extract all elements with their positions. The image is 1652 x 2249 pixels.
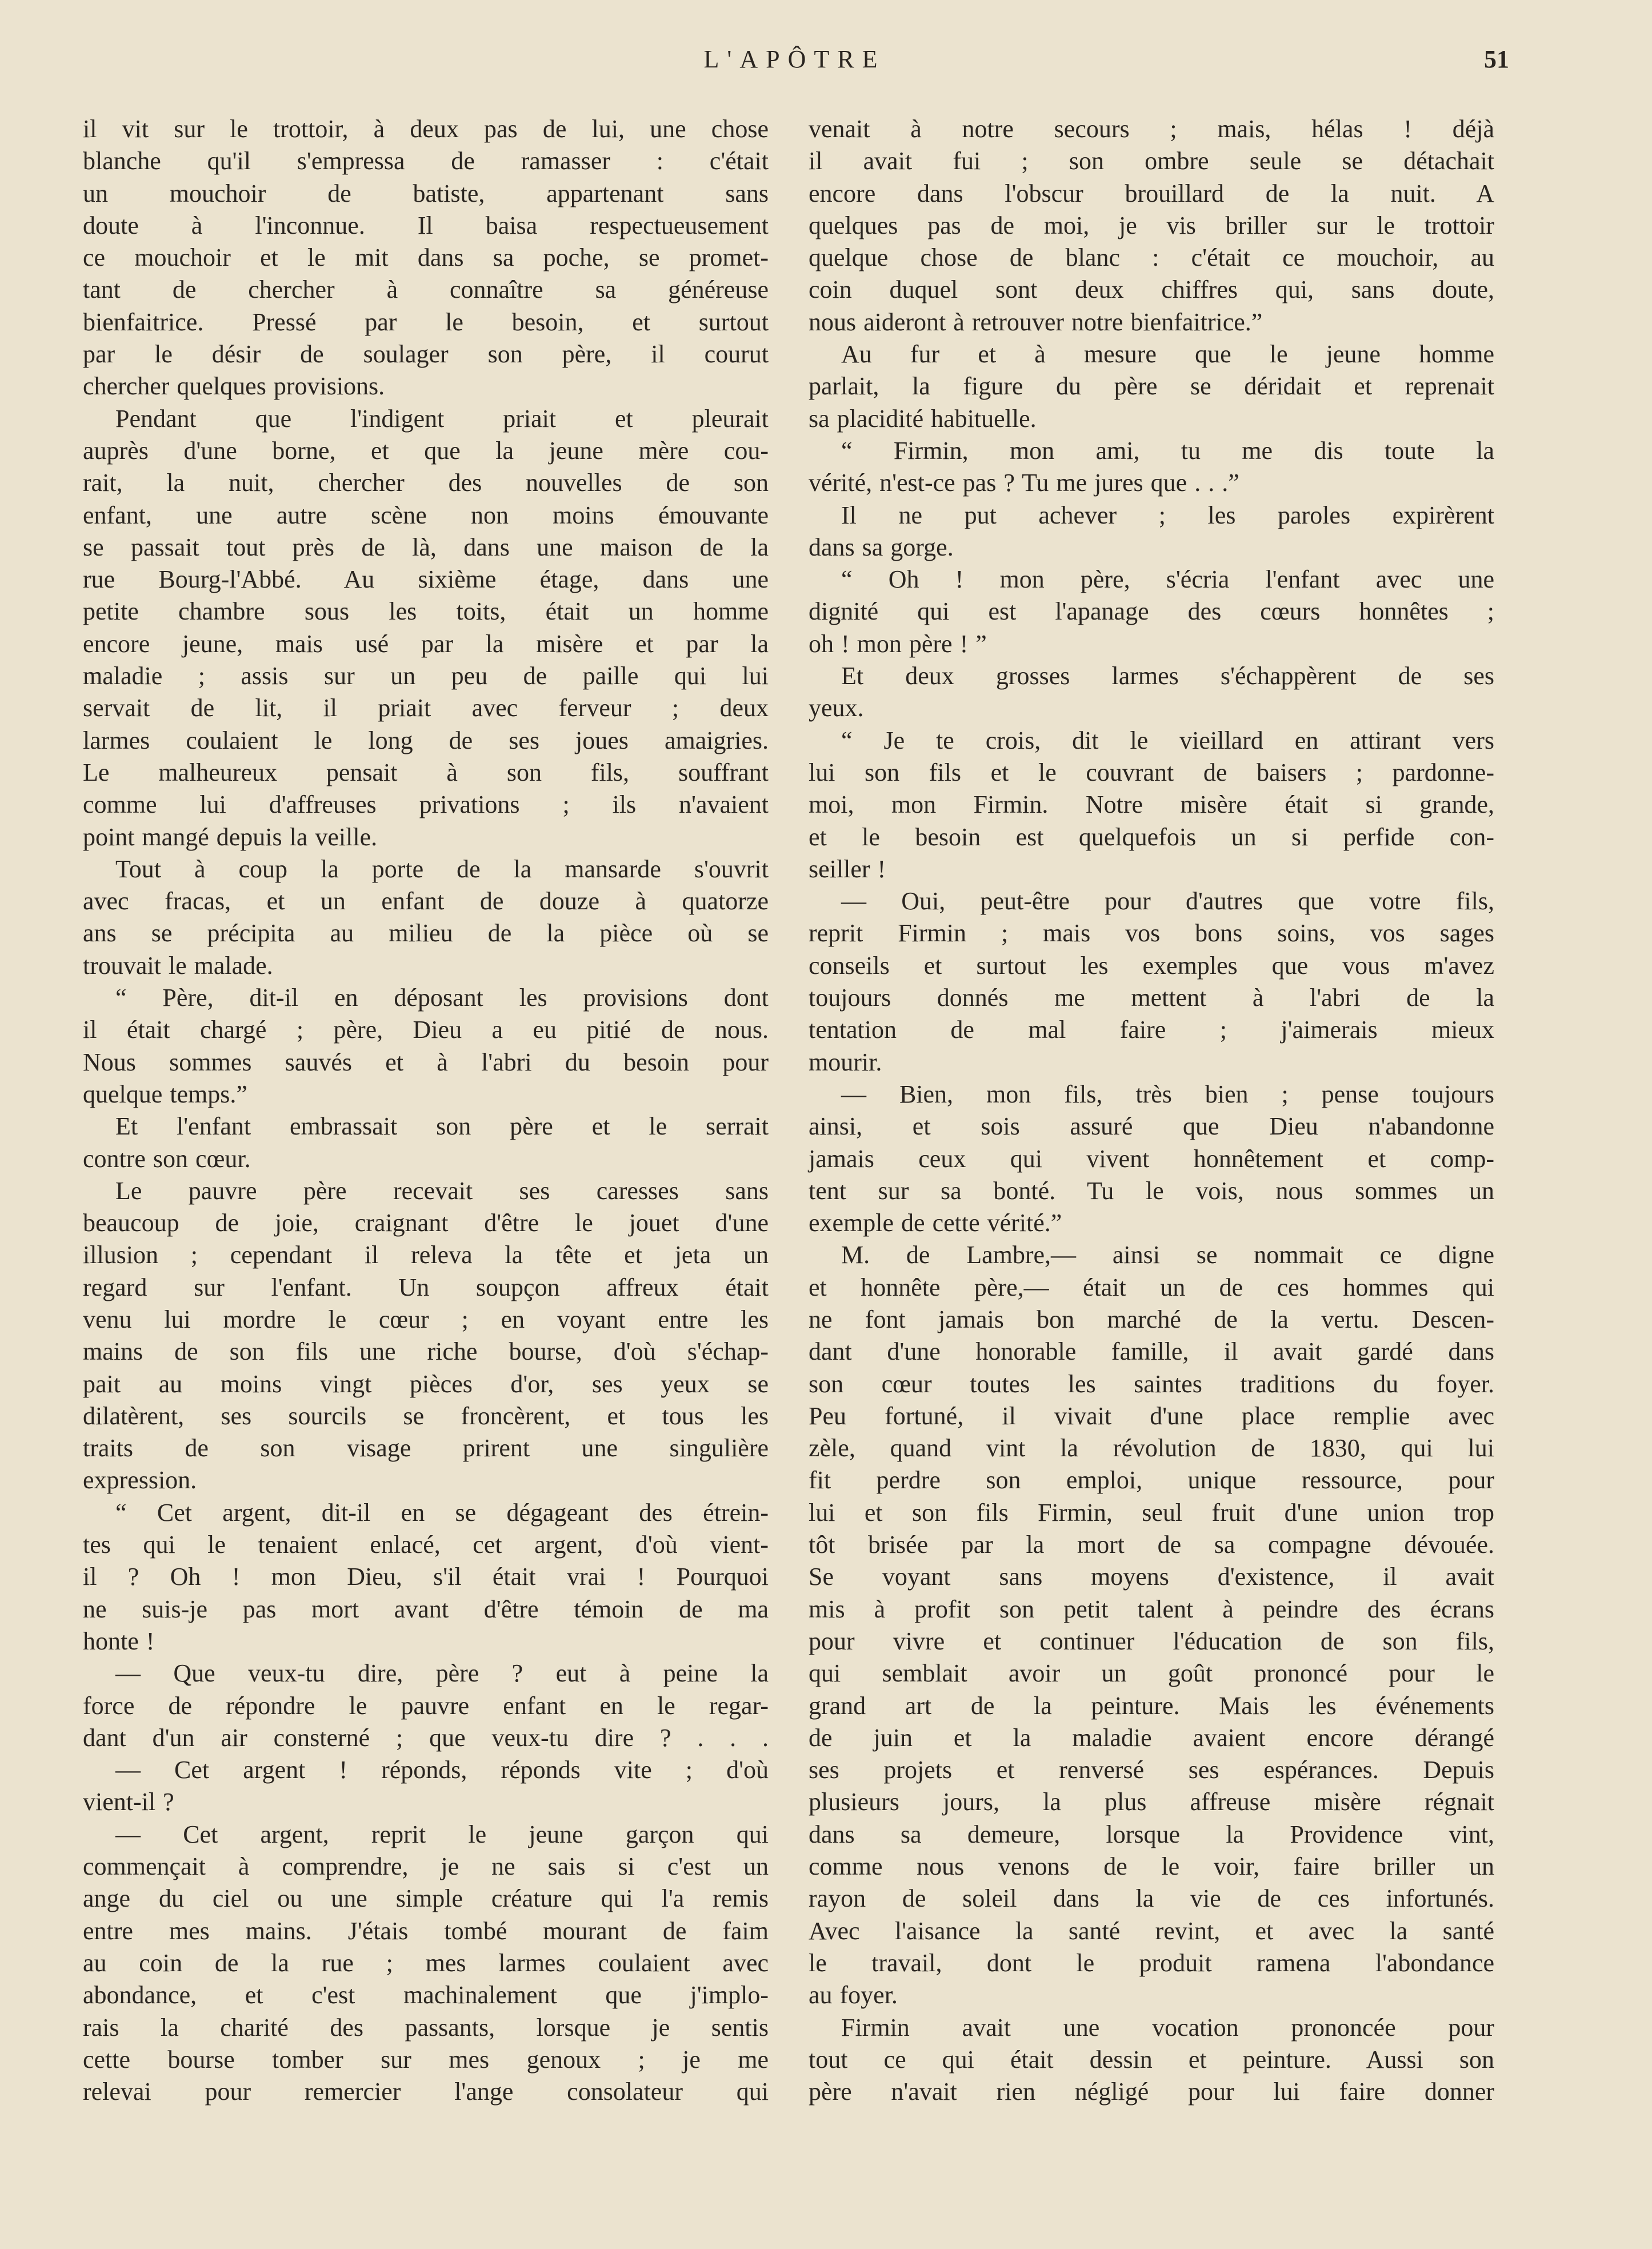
text-line: dilatèrent, ses sourcils se froncèrent, et tous les bbox=[83, 1401, 769, 1430]
text-line: Avec l'aisance la santé revint, et avec la santé bbox=[809, 1916, 1494, 1945]
text-line: quelque temps.” bbox=[83, 1080, 247, 1108]
text-line: pour vivre et continuer l'éducation de son fils, bbox=[809, 1627, 1494, 1655]
text-line: contre son cœur. bbox=[83, 1144, 251, 1173]
text-line: force de répondre le pauvre enfant en le regar- bbox=[83, 1691, 769, 1720]
text-line: venu lui mordre le cœur ; en voyant entre les bbox=[83, 1305, 769, 1333]
text-line: “ Cet argent, dit-il en se dégageant des étrein- bbox=[115, 1498, 769, 1527]
text-line: Le malheureux pensait à son fils, souffrant bbox=[83, 758, 769, 786]
text-line: un mouchoir de batiste, appartenant sans bbox=[83, 179, 769, 207]
text-line: ans se précipita au milieu de la pièce où se bbox=[83, 919, 769, 948]
text-line: larmes coulaient le long de ses joues amaigries. bbox=[83, 726, 769, 754]
text-line: conseils et surtout les exemples que vous m'avez bbox=[809, 951, 1494, 980]
text-line: petite chambre sous les toits, était un homme bbox=[83, 597, 769, 626]
text-line: mains de son fils une riche bourse, d'où s'échap- bbox=[83, 1337, 769, 1366]
text-line: encore dans l'obscur brouillard de la nuit. A bbox=[809, 179, 1494, 207]
text-line: blanche qu'il s'empressa de ramasser : c'était bbox=[83, 147, 769, 175]
text-line: M. de Lambre,— ainsi se nommait ce digne bbox=[841, 1241, 1494, 1269]
text-line: qui semblait avoir un goût prononcé pour le bbox=[809, 1659, 1494, 1688]
text-line: ne suis-je pas mort avant d'être témoin de ma bbox=[83, 1595, 769, 1623]
text-line: auprès d'une borne, et que la jeune mère cou- bbox=[83, 436, 769, 465]
text-line: venait à notre secours ; mais, hélas ! déjà bbox=[809, 115, 1494, 143]
text-line: Au fur et à mesure que le jeune homme bbox=[841, 340, 1494, 369]
text-line: dignité qui est l'apanage des cœurs honnêtes ; bbox=[809, 597, 1494, 626]
text-line: honte ! bbox=[83, 1627, 155, 1655]
text-line: ce mouchoir et le mit dans sa poche, se promet- bbox=[83, 243, 769, 272]
text-line: tentation de mal faire ; j'aimerais mieux bbox=[809, 1016, 1494, 1044]
text-line: relevai pour remercier l'ange consolateur qui bbox=[83, 2078, 769, 2106]
text-line: Et l'enfant embrassait son père et le serrait bbox=[115, 1112, 769, 1141]
text-line: enfant, une autre scène non moins émouvante bbox=[83, 501, 769, 529]
text-line: tant de chercher à connaître sa généreuse bbox=[83, 275, 769, 304]
text-line: rayon de soleil dans la vie de ces infortunés. bbox=[809, 1884, 1494, 1913]
text-line: beaucoup de joie, craignant d'être le jouet d'une bbox=[83, 1209, 769, 1237]
text-line: dans sa gorge. bbox=[809, 533, 954, 561]
text-line: maladie ; assis sur un peu de paille qui lui bbox=[83, 662, 769, 690]
text-line: — Bien, mon fils, très bien ; pense toujours bbox=[841, 1080, 1494, 1108]
text-line: lui et son fils Firmin, seul fruit d'une union trop bbox=[809, 1498, 1494, 1527]
left-text-column bbox=[83, 113, 769, 2108]
text-line: tent sur sa bonté. Tu le vois, nous sommes un bbox=[809, 1176, 1494, 1205]
text-line: expression. bbox=[83, 1466, 197, 1495]
text-line: ainsi, et sois assuré que Dieu n'abandonne bbox=[809, 1112, 1494, 1141]
text-line: quelque chose de blanc : c'était ce mouchoir, au bbox=[809, 243, 1494, 272]
text-line: sa placidité habituelle. bbox=[809, 404, 1037, 433]
text-line: tes qui le tenaient enlacé, cet argent, d'où vient- bbox=[83, 1531, 769, 1559]
text-line: encore jeune, mais usé par la misère et par la bbox=[83, 629, 769, 658]
text-line: Tout à coup la porte de la mansarde s'ouvrit bbox=[115, 854, 769, 883]
text-line: il ? Oh ! mon Dieu, s'il était vrai ! Pourquoi bbox=[83, 1563, 769, 1591]
text-line: seiller ! bbox=[809, 854, 886, 883]
text-line: jamais ceux qui vivent honnêtement et comp- bbox=[809, 1144, 1494, 1173]
text-line: au coin de la rue ; mes larmes coulaient avec bbox=[83, 1948, 769, 1977]
text-line: dant d'un air consterné ; que veux-tu dire ? . . . bbox=[83, 1723, 769, 1752]
text-line: tout ce qui était dessin et peinture. Aussi son bbox=[809, 2045, 1494, 2074]
text-line: Peu fortuné, il vivait d'une place remplie avec bbox=[809, 1401, 1494, 1430]
text-line: oh ! mon père ! ” bbox=[809, 629, 987, 658]
text-line: rais la charité des passants, lorsque je sentis bbox=[83, 2013, 769, 2042]
text-line: point mangé depuis la veille. bbox=[83, 822, 378, 851]
text-line: “ Firmin, mon ami, tu me dis toute la bbox=[841, 436, 1494, 465]
text-line: avec fracas, et un enfant de douze à quatorze bbox=[83, 887, 769, 916]
text-line: commençait à comprendre, je ne sais si c'est un bbox=[83, 1852, 769, 1881]
text-line: exemple de cette vérité.” bbox=[809, 1209, 1062, 1237]
text-line: grand art de la peinture. Mais les événements bbox=[809, 1691, 1494, 1720]
text-line: Pendant que l'indigent priait et pleurait bbox=[115, 404, 769, 433]
text-line: mis à profit son petit talent à peindre des écrans bbox=[809, 1595, 1494, 1623]
text-line: plusieurs jours, la plus affreuse misère régnait bbox=[809, 1788, 1494, 1816]
text-line: servait de lit, il priait avec ferveur ; deux bbox=[83, 694, 769, 722]
running-title: L'APÔTRE bbox=[703, 45, 886, 73]
text-line: fit perdre son emploi, unique ressource, pour bbox=[809, 1466, 1494, 1495]
text-line: rue Bourg-l'Abbé. Au sixième étage, dans une bbox=[83, 565, 769, 594]
text-line: comme nous venons de le voir, faire briller un bbox=[809, 1852, 1494, 1881]
text-line: comme lui d'affreuses privations ; ils n'avaient bbox=[83, 790, 769, 819]
text-line: Et deux grosses larmes s'échappèrent de ses bbox=[841, 662, 1494, 690]
text-line: reprit Firmin ; mais vos bons soins, vos sages bbox=[809, 919, 1494, 948]
text-line: vérité, n'est-ce pas ? Tu me jures que . . .” bbox=[809, 469, 1239, 497]
text-line: illusion ; cependant il releva la tête et jeta un bbox=[83, 1241, 769, 1269]
text-line: Firmin avait une vocation prononcée pour bbox=[841, 2013, 1494, 2042]
text-line: abondance, et c'est machinalement que j'implo- bbox=[83, 1981, 769, 2010]
text-line: “ Oh ! mon père, s'écria l'enfant avec une bbox=[841, 565, 1494, 594]
text-line: chercher quelques provisions. bbox=[83, 372, 385, 401]
text-line: yeux. bbox=[809, 694, 864, 722]
text-line: père n'avait rien négligé pour lui faire donner bbox=[809, 2078, 1494, 2106]
text-line: cette bourse tomber sur mes genoux ; je me bbox=[83, 2045, 769, 2074]
text-line: coin duquel sont deux chiffres qui, sans doute, bbox=[809, 275, 1494, 304]
text-line: “ Père, dit-il en déposant les provisions dont bbox=[115, 984, 769, 1012]
text-line: — Que veux-tu dire, père ? eut à peine la bbox=[115, 1659, 769, 1688]
text-line: rait, la nuit, chercher des nouvelles de son bbox=[83, 469, 769, 497]
text-line: vient-il ? bbox=[83, 1788, 174, 1816]
text-line: il était chargé ; père, Dieu a eu pitié de nous. bbox=[83, 1016, 769, 1044]
text-line: mourir. bbox=[809, 1048, 882, 1076]
text-line: tôt brisée par la mort de sa compagne dévouée. bbox=[809, 1531, 1494, 1559]
text-line: et le besoin est quelquefois un si perfide con- bbox=[809, 822, 1494, 851]
text-line: par le désir de soulager son père, il courut bbox=[83, 340, 769, 369]
text-line: pait au moins vingt pièces d'or, ses yeux se bbox=[83, 1369, 769, 1398]
text-line: bienfaitrice. Pressé par le besoin, et surtout bbox=[83, 307, 769, 336]
text-line: “ Je te crois, dit le vieillard en attirant vers bbox=[841, 726, 1494, 754]
text-line: il vit sur le trottoir, à deux pas de lui, une chose bbox=[83, 115, 769, 143]
text-line: — Oui, peut-être pour d'autres que votre fils, bbox=[841, 887, 1494, 916]
page-header bbox=[80, 45, 1509, 85]
text-line: Le pauvre père recevait ses caresses sans bbox=[115, 1176, 769, 1205]
text-line: toujours donnés me mettent à l'abri de la bbox=[809, 984, 1494, 1012]
text-line: dans sa demeure, lorsque la Providence vint, bbox=[809, 1820, 1494, 1848]
text-line: nous aideront à retrouver notre bienfaitrice.” bbox=[809, 307, 1263, 336]
text-line: — Cet argent ! réponds, réponds vite ; d'où bbox=[115, 1756, 769, 1784]
text-line: au foyer. bbox=[809, 1981, 898, 2010]
text-line: traits de son visage prirent une singulière bbox=[83, 1434, 769, 1463]
page-number: 51 bbox=[1484, 45, 1509, 73]
text-line: ses projets et renversé ses espérances. Depuis bbox=[809, 1756, 1494, 1784]
text-line: regard sur l'enfant. Un soupçon affreux était bbox=[83, 1273, 769, 1301]
text-line: trouvait le malade. bbox=[83, 951, 273, 980]
text-line: le travail, dont le produit ramena l'abondance bbox=[809, 1948, 1494, 1977]
text-line: ne font jamais bon marché de la vertu. Descen- bbox=[809, 1305, 1494, 1333]
text-line: ange du ciel ou une simple créature qui l'a remis bbox=[83, 1884, 769, 1913]
text-line: son cœur toutes les saintes traditions du foyer. bbox=[809, 1369, 1494, 1398]
text-line: parlait, la figure du père se déridait et reprenait bbox=[809, 372, 1494, 401]
text-line: Se voyant sans moyens d'existence, il avait bbox=[809, 1563, 1494, 1591]
text-line: Il ne put achever ; les paroles expirèrent bbox=[841, 501, 1494, 529]
text-line: de juin et la maladie avaient encore dérangé bbox=[809, 1723, 1494, 1752]
text-line: et honnête père,— était un de ces hommes qui bbox=[809, 1273, 1494, 1301]
right-text-column bbox=[809, 113, 1494, 2108]
text-line: Nous sommes sauvés et à l'abri du besoin pour bbox=[83, 1048, 769, 1076]
text-line: lui son fils et le couvrant de baisers ; pardonne- bbox=[809, 758, 1494, 786]
text-line: il avait fui ; son ombre seule se détachait bbox=[809, 147, 1494, 175]
text-line: se passait tout près de là, dans une maison de la bbox=[83, 533, 769, 561]
text-line: entre mes mains. J'étais tombé mourant de faim bbox=[83, 1916, 769, 1945]
text-line: — Cet argent, reprit le jeune garçon qui bbox=[115, 1820, 769, 1848]
text-line: doute à l'inconnue. Il baisa respectueusement bbox=[83, 211, 769, 239]
text-line: moi, mon Firmin. Notre misère était si grande, bbox=[809, 790, 1494, 819]
text-line: dant d'une honorable famille, il avait gardé dans bbox=[809, 1337, 1494, 1366]
text-line: zèle, quand vint la révolution de 1830, qui lui bbox=[809, 1434, 1494, 1463]
text-line: quelques pas de moi, je vis briller sur le trottoir bbox=[809, 211, 1494, 239]
